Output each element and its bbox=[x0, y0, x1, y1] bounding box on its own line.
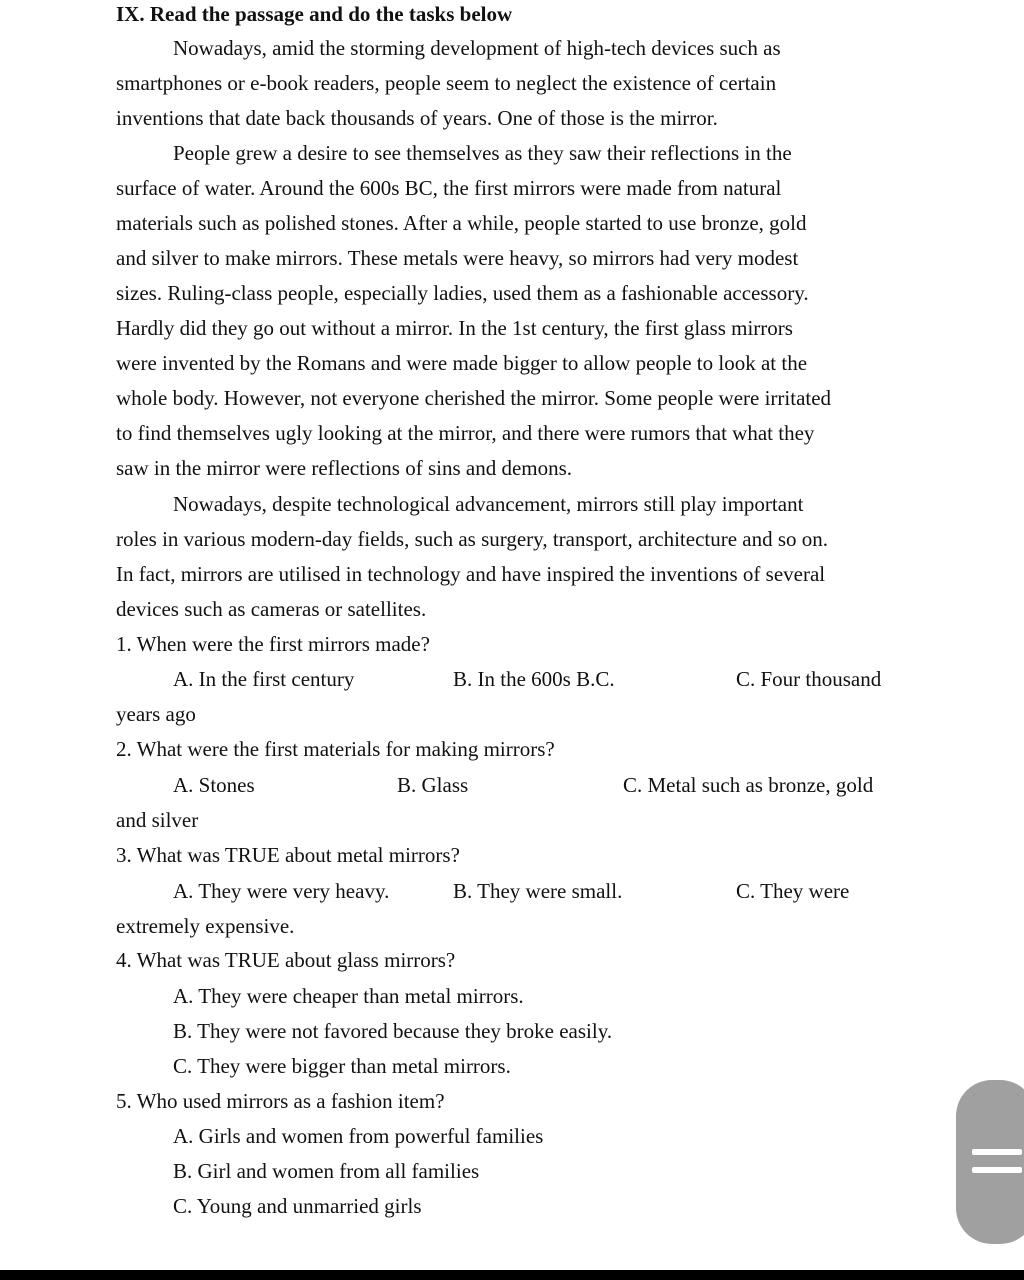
q3-option-c-wrap: extremely expensive. bbox=[116, 914, 295, 938]
question-5: 5. Who used mirrors as a fashion item? bbox=[116, 1089, 445, 1113]
passage-line: saw in the mirror were reflections of sins and demons. bbox=[116, 456, 573, 480]
question-4: 4. What was TRUE about glass mirrors? bbox=[116, 948, 456, 972]
q3-option-c: C. They were bbox=[736, 879, 850, 903]
passage-line: Nowadays, despite technological advancement, mirrors still play important bbox=[173, 492, 804, 516]
passage-line: surface of water. Around the 600s BC, the first mirrors were made from natural bbox=[116, 176, 782, 200]
passage-line: sizes. Ruling-class people, especially ladies, used them as a fashionable accessory. bbox=[116, 281, 809, 305]
grip-line-icon bbox=[972, 1167, 1022, 1173]
passage-line: devices such as cameras or satellites. bbox=[116, 597, 427, 621]
passage-line: roles in various modern-day fields, such as surgery, transport, architecture and so on. bbox=[116, 527, 829, 551]
passage-line: materials such as polished stones. After a while, people started to use bronze, gold bbox=[116, 211, 807, 235]
q2-option-c: C. Metal such as bronze, gold bbox=[623, 773, 874, 797]
q4-option-c: C. They were bigger than metal mirrors. bbox=[173, 1054, 511, 1078]
q5-option-c: C. Young and unmarried girls bbox=[173, 1194, 422, 1218]
passage-line: People grew a desire to see themselves as they saw their reflections in the bbox=[173, 141, 792, 165]
q2-option-a: A. Stones bbox=[173, 773, 255, 797]
q4-option-a: A. They were cheaper than metal mirrors. bbox=[173, 984, 524, 1008]
passage-line: smartphones or e-book readers, people seem to neglect the existence of certain bbox=[116, 71, 777, 95]
section-heading: IX. Read the passage and do the tasks below bbox=[116, 2, 513, 26]
passage-line: whole body. However, not everyone cherished the mirror. Some people were irritated bbox=[116, 386, 832, 410]
q1-option-c-wrap: years ago bbox=[116, 702, 196, 726]
passage-line: inventions that date back thousands of years. One of those is the mirror. bbox=[116, 106, 718, 130]
passage-line: and silver to make mirrors. These metals were heavy, so mirrors had very modest bbox=[116, 246, 799, 270]
passage-line: were invented by the Romans and were made bigger to allow people to look at the bbox=[116, 351, 808, 375]
passage-line: to find themselves ugly looking at the mirror, and there were rumors that what they bbox=[116, 421, 815, 445]
q5-option-a: A. Girls and women from powerful families bbox=[173, 1124, 544, 1148]
bottom-bar bbox=[0, 1270, 1024, 1280]
passage-line: Hardly did they go out without a mirror. In the 1st century, the first glass mirrors bbox=[116, 316, 793, 340]
grip-line-icon bbox=[972, 1149, 1022, 1155]
q3-option-a: A. They were very heavy. bbox=[173, 879, 390, 903]
q3-option-b: B. They were small. bbox=[453, 879, 623, 903]
q1-option-c: C. Four thousand bbox=[736, 667, 882, 691]
question-3: 3. What was TRUE about metal mirrors? bbox=[116, 843, 460, 867]
q5-option-b: B. Girl and women from all families bbox=[173, 1159, 480, 1183]
passage-line: In fact, mirrors are utilised in technology and have inspired the inventions of several bbox=[116, 562, 826, 586]
q1-option-b: B. In the 600s B.C. bbox=[453, 667, 615, 691]
scroll-handle[interactable] bbox=[956, 1080, 1024, 1244]
q4-option-b: B. They were not favored because they broke easily. bbox=[173, 1019, 613, 1043]
q2-option-b: B. Glass bbox=[397, 773, 469, 797]
q1-option-a: A. In the first century bbox=[173, 667, 355, 691]
question-2: 2. What were the first materials for making mirrors? bbox=[116, 737, 555, 761]
q2-option-c-wrap: and silver bbox=[116, 808, 199, 832]
passage-line: Nowadays, amid the storming development of high-tech devices such as bbox=[173, 36, 781, 60]
question-1: 1. When were the first mirrors made? bbox=[116, 632, 430, 656]
